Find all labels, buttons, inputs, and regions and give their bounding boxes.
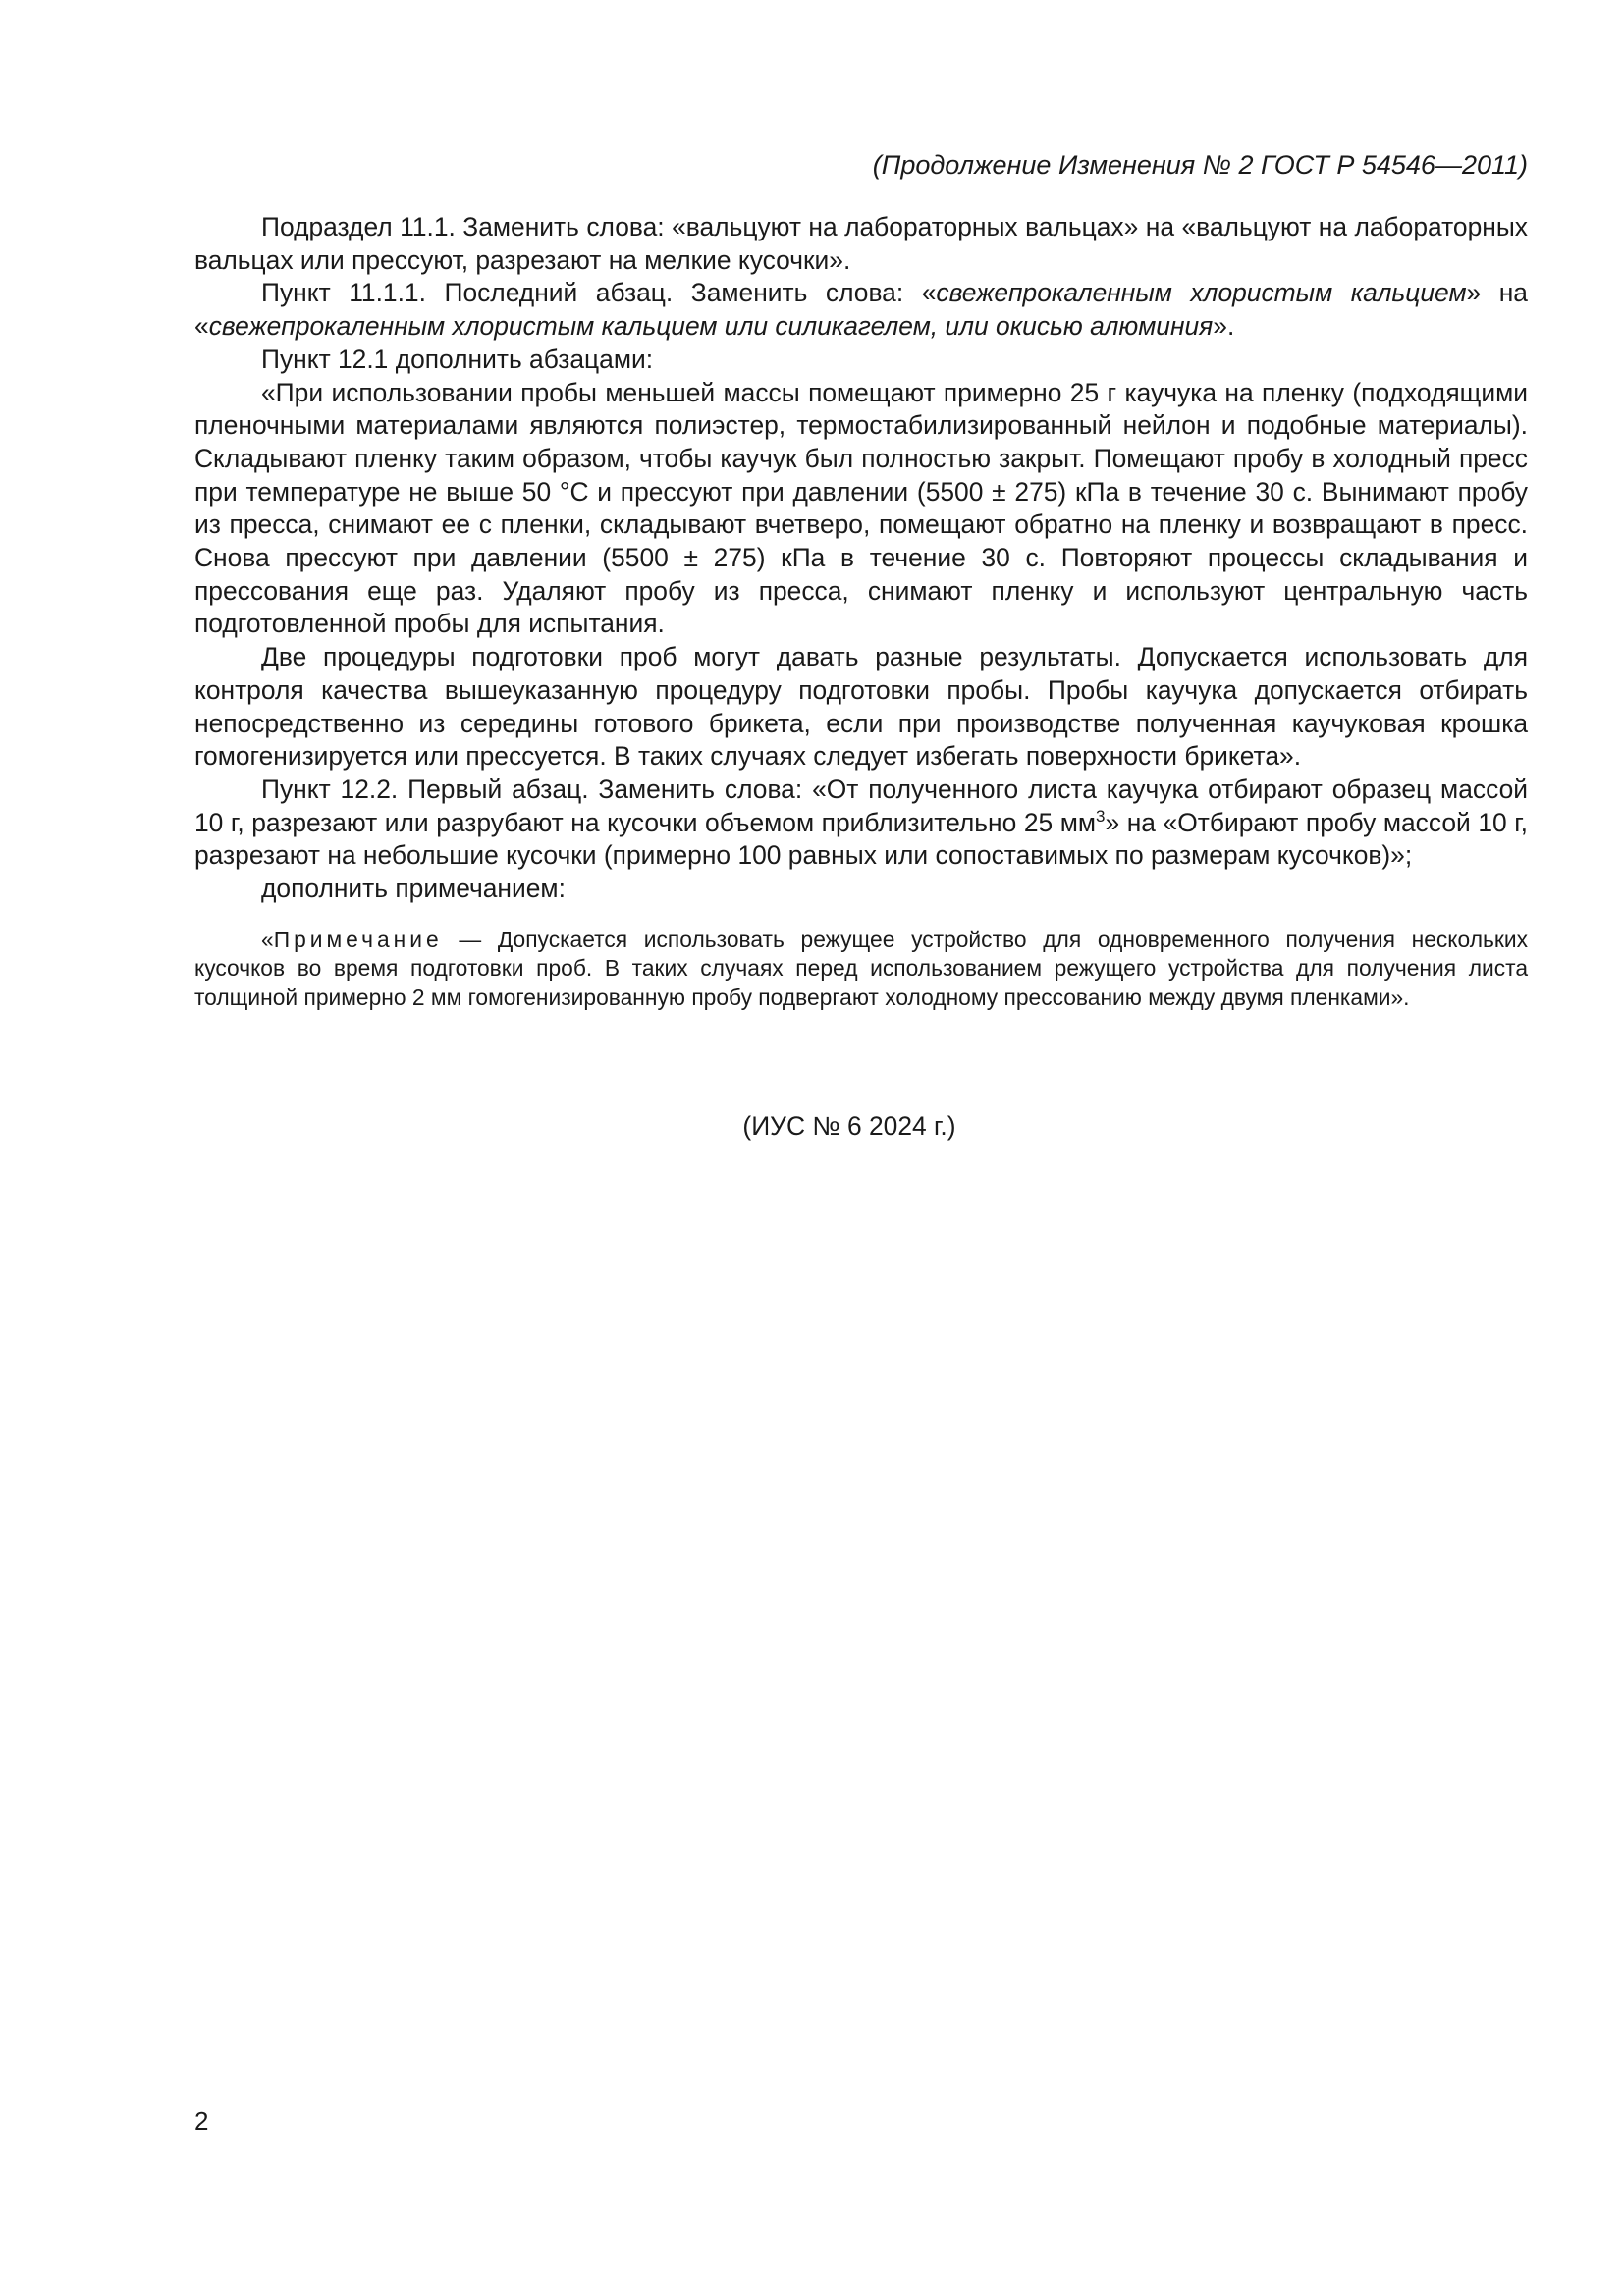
note-text: — Допускается использовать режущее устройство для одновременного получения нескольких кусочков во время подготовки проб. В таких случаях перед использованием режущего устройства для получения листа толщиной примерно 2 мм гомогенизированную пробу подвергают холодному прессованию между двумя пленками».: [194, 926, 1528, 1010]
paragraph-two-procedures: Две процедуры подготовки проб могут давать разные результаты. Допускается использовать для контроля качества вышеуказанную процедуру подготовки пробы. Пробы каучука допускается отбирать непосредственно из середины готового брикета, если при производстве полученная каучуковая крошка гомогенизируется или прессуется. В таких случаях следует избегать поверхности брикета».: [194, 642, 1528, 772]
paragraph-sample-procedure: «При использовании пробы меньшей массы помещают примерно 25 г каучука на пленку (подходящими пленочными материалами являются полиэстер, термостабилизированный нейлон и подобные материалы). Складывают пленку таким образом, чтобы каучук был полностью закрыт. Помещают пробу в холодный пресс при температуре не выше 50 °С и прессуют при давлении (5500 ± 275) кПа в течение 30 с. Вынимают пробу из пресса, снимают ее с пленки, складывают вчетверо, помещают обратно на пленку и возвращают в пресс. Снова прессуют при давлении (5500 ± 275) кПа в течение 30 с. Повторяют процессы складывания и прессования еще раз. Удаляют пробу из пресса, снимают пленку и используют центральную часть подготовленной пробы для испытания.: [194, 377, 1528, 639]
p2-italic-old: свежепрокаленным хлористым кальцием: [936, 278, 1467, 308]
note-label: Примечание: [273, 926, 443, 952]
note-open-quote: «: [261, 926, 274, 952]
p6-end: » на «Отбирают пробу массой 10 г, разрезают на небольшие кусочки (примерно 100 равных или сопоставимых по размерам кусочков)»;: [194, 807, 1528, 871]
p2-mid: » на «: [194, 278, 1528, 342]
p2-italic-new: свежепрокаленным хлористым кальцием или силикагелем, или окисью алюминия: [208, 311, 1214, 342]
document-body: [194, 211, 1528, 1012]
paragraph-item-11-1-1: [194, 277, 1528, 343]
paragraph-item-12-2: [194, 774, 1528, 873]
continuation-header: (Продолжение Изменения № 2 ГОСТ Р 54546—2011): [872, 150, 1528, 180]
ius-reference: (ИУС № 6 2024 г.): [742, 1111, 956, 1141]
paragraph-item-12-1: Пункт 12.1 дополнить абзацами:: [261, 344, 654, 374]
note-paragraph: [194, 926, 1528, 1013]
paragraph-add-note: дополнить примечанием:: [261, 874, 566, 904]
p6-superscript: 3: [1096, 806, 1106, 826]
p2-start: Пункт 11.1.1. Последний абзац. Заменить слова: «: [261, 278, 937, 308]
paragraph-subsection-11-1: Подраздел 11.1. Заменить слова: «вальцуют на лабораторных вальцах» на «вальцуют на лабораторных вальцах или прессуют, разрезают на мелкие кусочки».: [194, 212, 1528, 275]
p6-start: Пункт 12.2. Первый абзац. Заменить слова: «От полученного листа каучука отбирают образец массой 10 г, разрезают или разрубают на кусочки объемом приблизительно 25 мм: [194, 774, 1528, 837]
page-number: 2: [194, 2107, 209, 2136]
p2-end: ».: [1213, 311, 1235, 342]
